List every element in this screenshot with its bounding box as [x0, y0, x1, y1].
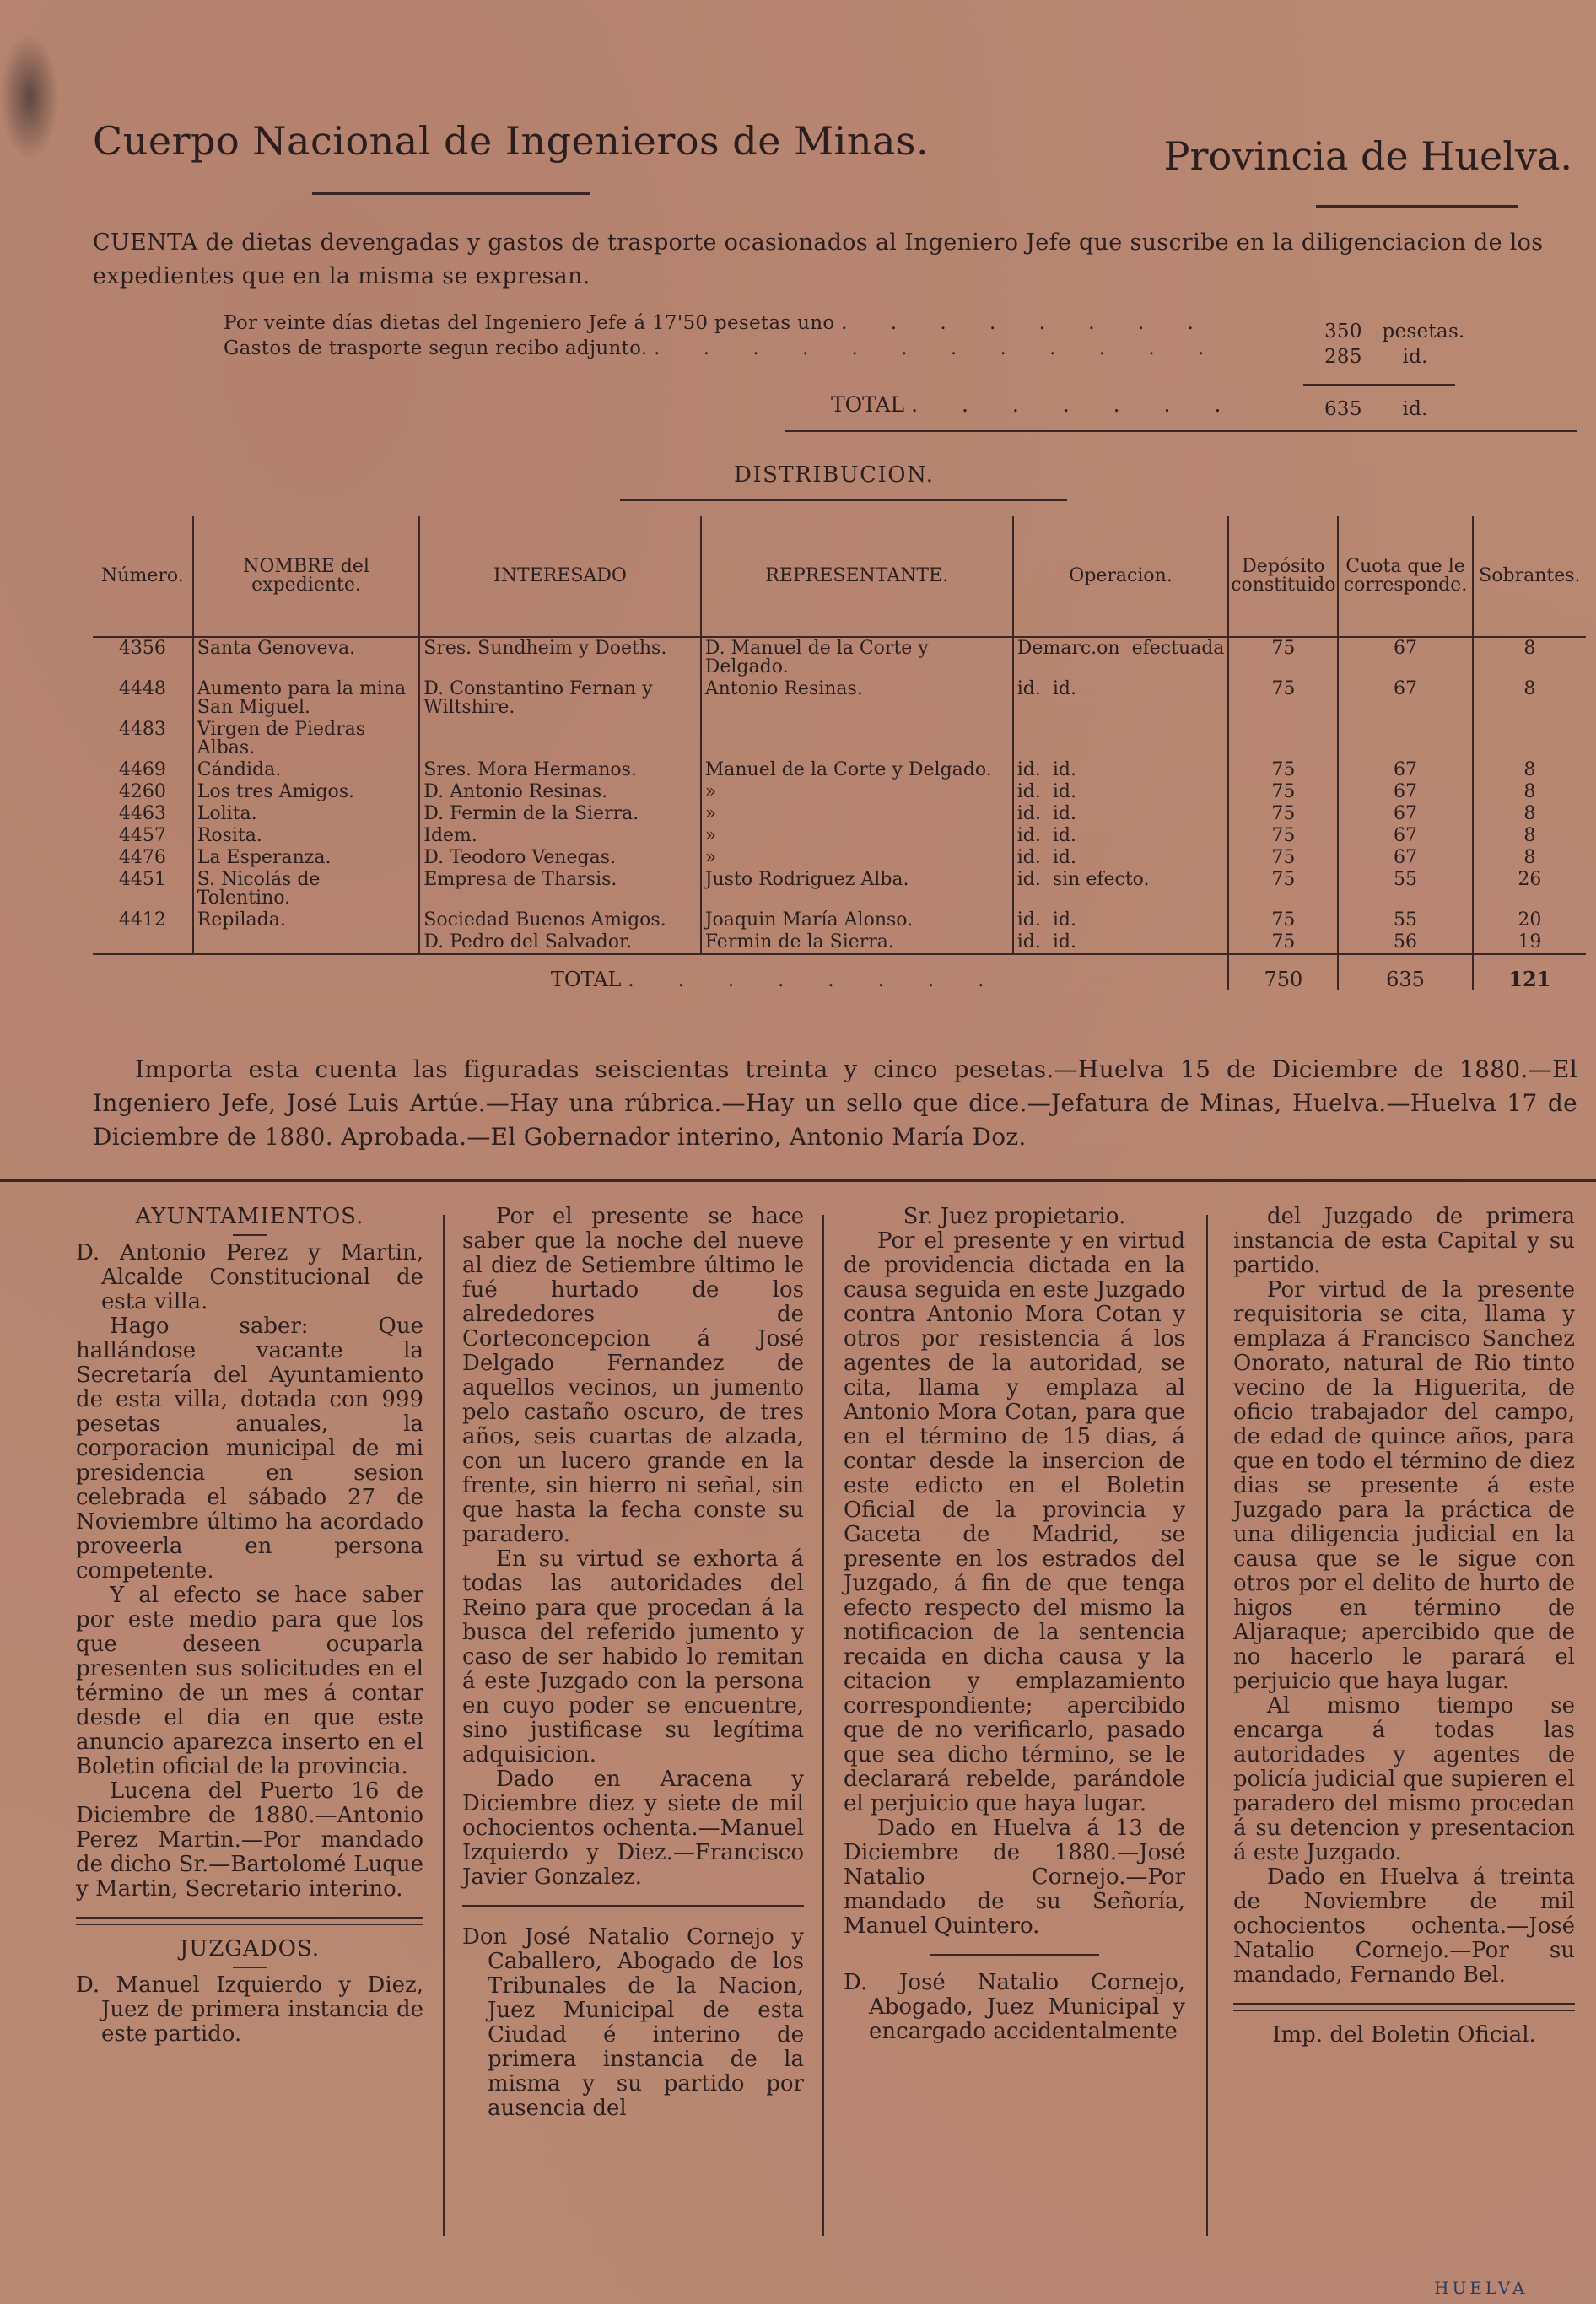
cell-numero: 4463: [118, 803, 166, 824]
cell-cuota: 67: [1338, 825, 1472, 847]
col4-paragraph-2: Al mismo tiempo se encarga á todas las autoridades y agentes de policía judicial que supieren el paradero del mismo procedan á su detencion y presentacion á este Juzgado.: [1233, 1693, 1575, 1865]
cell-cuota: [1338, 719, 1472, 759]
header-ornament-left: [312, 192, 590, 195]
cost-sum-rule: [1303, 384, 1455, 386]
cell-interesado: D. Pedro del Salvador.: [419, 931, 700, 954]
cell-sobrante: 8: [1473, 678, 1586, 719]
table-row: [93, 781, 1586, 803]
cost-unit: pesetas.: [1382, 321, 1465, 343]
col1-paragraph-4: D. Manuel Izquierdo y Diez, Juez de primera instancia de este partido.: [76, 1972, 423, 2047]
header-left-title: Cuerpo Nacional de Ingenieros de Minas.: [93, 118, 930, 164]
cell-operacion: [1013, 869, 1229, 909]
col3-paragraph-2: Dado en Huelva á 13 de Diciembre de 1880.—José Natalio Cornejo.—Por mandado de su Señoría, Manuel Quintero.: [844, 1816, 1185, 1939]
column-separator-rule: [930, 1954, 1099, 1956]
costs-total-label: TOTAL: [831, 392, 905, 417]
operacion-type: id.: [1016, 781, 1041, 802]
operacion-status: id.: [1052, 847, 1076, 868]
column-separator-rule: [76, 1917, 423, 1925]
cell-interesado: Sociedad Buenos Amigos.: [419, 909, 700, 931]
distribution-title: DISTRIBUCION.: [734, 462, 935, 488]
operacion-type: id.: [1016, 759, 1041, 780]
col2-paragraph-2: En su virtud se exhorta á todas las autoridades del Reino para que procedan á la busca del referido jumento y caso de ser habido lo remitan á este Juzgado con la persona en cuyo poder se encuentre, sino justificase su legítima adquisicion.: [462, 1546, 804, 1767]
cell-representante: Manuel de la Corte y Delgado.: [701, 759, 1013, 781]
cell-cuota: 67: [1338, 637, 1472, 678]
cell-operacion: [1013, 637, 1229, 678]
cell-operacion: [1013, 909, 1229, 931]
cell-numero: 4451: [118, 869, 166, 890]
library-stamp: HUELVA: [1434, 2278, 1529, 2298]
cell-deposito: 75: [1228, 825, 1338, 847]
dot-leader: . . . . . . . .: [628, 968, 1003, 990]
cost-amount: 285: [1324, 346, 1362, 368]
operacion-status: id.: [1052, 803, 1076, 824]
col4-paragraph-3: Dado en Huelva á treinta de Noviembre de mil ochocientos ochenta.—José Natalio Cornejo.—Por su mandado, Fernando Bel.: [1233, 1864, 1575, 1988]
cost-unit: id.: [1402, 346, 1428, 368]
cell-representante: [701, 719, 1013, 759]
cell-operacion: [1013, 825, 1229, 847]
cell-representante: Antonio Resinas.: [701, 678, 1013, 719]
cell-sobrante: 8: [1473, 781, 1586, 803]
col2-paragraph-3: Dado en Aracena y Diciembre diez y siete de mil ochocientos ochenta.—Manuel Izquierdo y Diez.—Francisco Javier Gonzalez.: [462, 1767, 804, 1890]
table-header-row: [93, 516, 1586, 637]
cell-operacion: [1013, 781, 1229, 803]
col1-paragraph-3: Lucena del Puerto 16 de Diciembre de 1880.—Antonio Perez Martin.—Por mandado de dicho Sr.—Bartolomé Luque y Martin, Secretario interino.: [76, 1778, 423, 1902]
cell-deposito: 75: [1228, 847, 1338, 869]
col1-official: D. Antonio Perez y Martin, Alcalde Constitucional de esta villa.: [76, 1240, 423, 1314]
cell-sobrante: 8: [1473, 637, 1586, 678]
operacion-status: id.: [1052, 909, 1076, 931]
cell-numero: [93, 931, 193, 954]
cost-label: Por veinte días dietas del Ingeniero Jefe á 17'50 pesetas uno: [224, 312, 835, 334]
distribution-title-rule: [620, 499, 1067, 501]
table-total-row: [93, 954, 1586, 990]
cost-line-2: [224, 337, 1320, 359]
printer-imprint: Imp. del Boletin Oficial.: [1272, 2022, 1536, 2048]
intro-paragraph: CUENTA de dietas devengadas y gastos de trasporte ocasionados al Ingeniero Jefe que suscribe en la diligenciacion de los expedientes que en la misma se expresan.: [93, 229, 1544, 289]
table-total-cuota: 635: [1338, 954, 1472, 990]
col-header-nombre: NOMBRE del expediente.: [193, 516, 419, 637]
operacion-type: Demarc.on: [1016, 638, 1120, 659]
cell-interesado: Sres. Sundheim y Doeths.: [419, 637, 700, 678]
cell-deposito: [1228, 719, 1338, 759]
column-separator-rule: [1233, 2003, 1575, 2011]
cell-interesado: D. Antonio Resinas.: [419, 781, 700, 803]
operacion-status: id.: [1052, 759, 1076, 780]
col4-paragraph-1: Por virtud de la presente requisitoria se cita, llama y emplaza á Francisco Sanchez Onorato, natural de Rio tinto vecino de la Higuerita, de oficio trabajador del campo, de edad de quince años, para que en todo el término de diez dias se presente á este Juzgado para la práctica de una diligencia judicial en la causa que se le sigue con otros por el delito de hurto de higos en término de Aljaraque; apercibido que de no hacerlo le parará el perjuicio que haya lugar.: [1233, 1277, 1575, 1694]
cell-operacion: [1013, 931, 1229, 954]
column-4: [1233, 1205, 1575, 2048]
cell-sobrante: 20: [1473, 909, 1586, 931]
cell-representante: Joaquin María Alonso.: [701, 909, 1013, 931]
heading-rule: [233, 1967, 267, 1968]
cell-operacion: [1013, 803, 1229, 825]
cell-deposito: 75: [1228, 869, 1338, 909]
cell-interesado: [419, 719, 700, 759]
cell-nombre: Virgen de Piedras Albas.: [193, 719, 419, 759]
cell-operacion: [1013, 719, 1229, 759]
cell-cuota: 67: [1338, 678, 1472, 719]
cell-operacion: [1013, 847, 1229, 869]
col3-paragraph-1: Por el presente y en virtud de providencia dictada en la causa seguida en este Juzgado contra Antonio Mora Cotan y otros por resistencia á los agentes de la autoridad, se cita, llama y emplaza al Antonio Mora Cotan, para que en el término de 15 dias, á contar desde la insercion de este edicto en el Boletin Oficial de la provincia y Gaceta de Madrid, se presente en los estrados del Juzgado, á fin de que tenga efecto respecto del mismo la notificacion de la sentencia recaida en dicha causa y la citacion y emplazamiento correspondiente; apercibido que de no verificarlo, pasado que sea dicho término, se le declarará rebelde, parándole el perjuicio que haya lugar.: [844, 1228, 1185, 1816]
col1-paragraph-1: Hago saber: Que hallándose vacante la Secretaría del Ayuntamiento de esta villa, dotada con 999 pesetas anuales, la corporacion municipal de mi presidencia en sesion celebrada el sábado 27 de Noviembre último ha acordado proveerla en persona competente.: [76, 1314, 423, 1584]
col-header-deposito: Depósito constituido: [1228, 516, 1338, 637]
cell-representante: »: [701, 825, 1013, 847]
cell-numero: 4457: [118, 825, 166, 846]
col-header-representante: REPRESENTANTE.: [701, 516, 1013, 637]
distribution-table: [93, 516, 1586, 990]
cell-cuota: 67: [1338, 781, 1472, 803]
cell-sobrante: [1473, 719, 1586, 759]
cell-numero: 4260: [118, 781, 166, 802]
table-row: [93, 637, 1586, 678]
cell-nombre: Santa Genoveva.: [193, 637, 419, 678]
cost-label: Gastos de trasporte segun recibo adjunto.: [224, 337, 648, 359]
cell-interesado: Idem.: [419, 825, 700, 847]
cost-line-1: [224, 312, 1455, 334]
col4-line-0: del Juzgado de primera instancia de esta Capital y su partido.: [1233, 1204, 1575, 1278]
column-separator-rule: [462, 1905, 804, 1913]
cell-representante: »: [701, 781, 1013, 803]
cell-deposito: 75: [1228, 637, 1338, 678]
operacion-type: id.: [1016, 847, 1041, 868]
col3-paragraph-3: D. José Natalio Cornejo, Abogado, Juez Municipal y encargado accidentalmente: [844, 1970, 1185, 2044]
cell-representante: Fermin de la Sierra.: [701, 931, 1013, 954]
operacion-status: id.: [1052, 825, 1076, 846]
table-row: [93, 931, 1586, 954]
table-total-sobrante: 121: [1473, 954, 1586, 990]
cell-sobrante: 8: [1473, 803, 1586, 825]
header-ornament-right: [1316, 205, 1518, 208]
cell-cuota: 55: [1338, 909, 1472, 931]
paper-smudge: [0, 34, 59, 160]
column-divider: [822, 1215, 824, 2236]
table-total-label: TOTAL: [550, 968, 622, 990]
table-row: [93, 759, 1586, 781]
col2-paragraph-4: Don José Natalio Cornejo y Caballero, Abogado de los Tribunales de la Nacion, Juez Municipal de esta Ciudad é interino de primera instancia de la misma y su partido por ausencia del: [462, 1924, 804, 2121]
col-header-numero: Número.: [93, 516, 193, 637]
table-row: [93, 803, 1586, 825]
cost-amount-1: [1324, 321, 1465, 343]
cell-cuota: 55: [1338, 869, 1472, 909]
cell-cuota: 67: [1338, 847, 1472, 869]
col1-heading-2: JUZGADOS.: [179, 1936, 321, 1961]
cell-sobrante: 19: [1473, 931, 1586, 954]
cell-operacion: [1013, 678, 1229, 719]
cell-numero: 4448: [118, 678, 166, 699]
operacion-type: id.: [1016, 909, 1041, 931]
col1-paragraph-2: Y al efecto se hace saber por este medio para que los que deseen ocuparla presenten sus solicitudes en el término de un mes á contar desde el dia en que este anuncio aparezca inserto en el Boletin oficial de la provincia.: [76, 1583, 423, 1779]
cell-nombre: Rosita.: [193, 825, 419, 847]
cell-nombre: Los tres Amigos.: [193, 781, 419, 803]
col-header-sobrantes: Sobrantes.: [1473, 516, 1586, 637]
cell-interesado: D. Fermin de la Sierra.: [419, 803, 700, 825]
costs-underline: [785, 430, 1577, 432]
column-1: [76, 1205, 423, 2047]
table-row: [93, 719, 1586, 759]
cell-numero: 4356: [118, 638, 166, 659]
cell-numero: 4469: [118, 759, 166, 780]
col1-heading: AYUNTAMIENTOS.: [135, 1204, 364, 1229]
col-header-operacion: Operacion.: [1013, 516, 1229, 637]
cell-sobrante: 8: [1473, 847, 1586, 869]
cell-deposito: 75: [1228, 781, 1338, 803]
operacion-status: sin efecto.: [1052, 869, 1150, 890]
cell-operacion: [1013, 759, 1229, 781]
table-row: [93, 847, 1586, 869]
table-row: [93, 909, 1586, 931]
cell-representante: »: [701, 847, 1013, 869]
operacion-type: id.: [1016, 931, 1041, 952]
table-total-deposito: 750: [1228, 954, 1338, 990]
cell-interesado: Sres. Mora Hermanos.: [419, 759, 700, 781]
cell-nombre: Lolita.: [193, 803, 419, 825]
operacion-status: id.: [1052, 678, 1076, 699]
cell-nombre: S. Nicolás de Tolentino.: [193, 869, 419, 909]
cell-nombre: La Esperanza.: [193, 847, 419, 869]
column-2: [462, 1205, 804, 2121]
cell-sobrante: 26: [1473, 869, 1586, 909]
table-row: [93, 678, 1586, 719]
table-row: [93, 869, 1586, 909]
cell-cuota: 67: [1338, 759, 1472, 781]
operacion-status: id.: [1052, 931, 1076, 952]
cell-interesado: Empresa de Tharsis.: [419, 869, 700, 909]
section-divider: [0, 1179, 1596, 1182]
operacion-type: id.: [1016, 803, 1041, 824]
cell-representante: »: [701, 803, 1013, 825]
col-header-cuota: Cuota que le corresponde.: [1338, 516, 1472, 637]
cost-amount: 350: [1324, 321, 1362, 343]
cell-cuota: 67: [1338, 803, 1472, 825]
operacion-status: id.: [1052, 781, 1076, 802]
column-divider: [443, 1215, 445, 2236]
dot-leader: . . . . . . . . . . . .: [654, 337, 1223, 359]
dot-leader: . . . . . . . .: [841, 312, 1212, 334]
cell-deposito: 75: [1228, 759, 1338, 781]
heading-rule: [233, 1234, 267, 1236]
cell-nombre: Cándida.: [193, 759, 419, 781]
col2-paragraph-1: Por el presente se hace saber que la noche del nueve al diez de Setiembre último le fué hurtado de los alrededores de Corteconcepcion á José Delgado Fernandez de aquellos vecinos, un jumento pelo castaño oscuro, de tres años, seis cuartas de alzada, con un lucero grande en la frente, sin hierro ni señal, sin que hasta la fecha conste su paradero.: [462, 1204, 804, 1547]
cell-representante: D. Manuel de la Corte y Delgado.: [701, 637, 1013, 678]
operacion-type: id.: [1016, 869, 1041, 890]
cell-deposito: 75: [1228, 909, 1338, 931]
operacion-status: efectuada: [1131, 638, 1225, 659]
header-right-title: Provincia de Huelva.: [1163, 133, 1572, 179]
cell-nombre: Aumento para la mina San Miguel.: [193, 678, 419, 719]
cell-representante: Justo Rodriguez Alba.: [701, 869, 1013, 909]
cost-amount-2: [1324, 346, 1428, 368]
cell-deposito: 75: [1228, 678, 1338, 719]
column-3: [844, 1205, 1185, 2044]
cell-cuota: 56: [1338, 931, 1472, 954]
cell-numero: 4412: [118, 909, 166, 931]
cell-numero: 4476: [118, 847, 166, 868]
cell-interesado: D. Teodoro Venegas.: [419, 847, 700, 869]
col-header-interesado: INTERESADO: [419, 516, 700, 637]
costs-total-amount: 635 id.: [1324, 398, 1428, 420]
cell-sobrante: 8: [1473, 825, 1586, 847]
column-divider: [1206, 1215, 1208, 2236]
cell-deposito: 75: [1228, 931, 1338, 954]
cell-sobrante: 8: [1473, 759, 1586, 781]
cell-numero: 4483: [118, 719, 166, 740]
summary-paragraph: Importa esta cuenta las figuradas seiscientas treinta y cinco pesetas.—Huelva 15 de Diciembre de 1880.—El Ingeniero Jefe, José Luis Artúe.—Hay una rúbrica.—Hay un sello que dice.—Jefatura de Minas, Huelva.—Huelva 17 de Diciembre de 1880. Aprobada.—El Gobernador interino, Antonio María Doz.: [93, 1055, 1577, 1151]
operacion-type: id.: [1016, 825, 1041, 846]
costs-total-line: [831, 392, 1239, 417]
operacion-type: id.: [1016, 678, 1041, 699]
dot-leader: . . . . . . .: [911, 392, 1240, 417]
cell-nombre: Repilada.: [193, 909, 419, 931]
cell-nombre: [193, 931, 419, 954]
table-row: [93, 825, 1586, 847]
col3-line-0: Sr. Juez propietario.: [903, 1204, 1126, 1229]
cell-deposito: 75: [1228, 803, 1338, 825]
cell-interesado: D. Constantino Fernan y Wiltshire.: [419, 678, 700, 719]
